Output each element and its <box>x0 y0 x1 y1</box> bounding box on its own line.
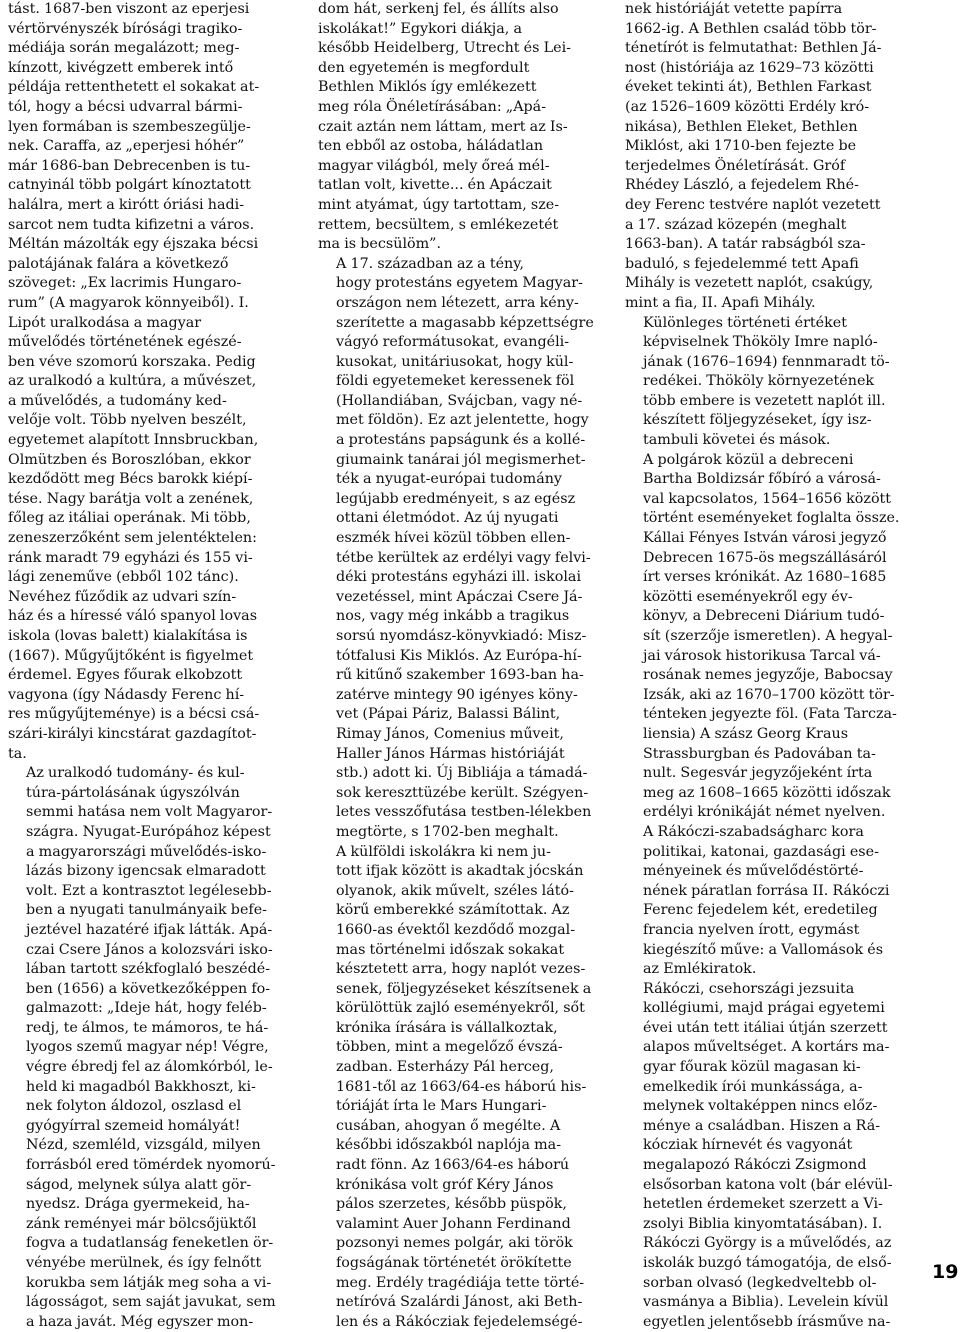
text-line: res műgyűjteménye) is a bécsi csá- <box>8 706 260 723</box>
text-line: zsolyi Biblia kinyomtatásában). I. <box>643 1215 883 1232</box>
text-line: lyen formában is szembeszegülje- <box>8 118 251 135</box>
text-line: megtörte, s 1702-ben meghalt. <box>336 823 559 840</box>
text-line: galmazott: „Ideje hát, hogy feléb- <box>26 1000 267 1017</box>
text-line: a 17. század közepén (meghalt <box>625 216 847 233</box>
text-line: Rhédey László, a fejedelem Rhé- <box>625 177 859 194</box>
text-line: alapos műveltséget. A kortárs ma- <box>643 1039 890 1056</box>
text-line: Az uralkodó tudomány- és kul- <box>26 765 245 782</box>
text-line: lázás bizony igencsak elmaradott <box>26 863 266 880</box>
text-line: rű kitűnő szakember 1693-ban ha- <box>336 667 584 684</box>
text-line: közötti eseményekről egy év- <box>643 588 853 605</box>
text-line: fogva a tudatlanság feneketlen ör- <box>26 1235 274 1252</box>
text-line: tást. 1687-ben viszont az eperjesi <box>8 1 250 17</box>
text-line: az Emlékiratok. <box>643 961 757 978</box>
text-line: lyogos szemű magyar nép! Végre, <box>26 1039 269 1056</box>
text-line: szári-királyi kincstárat gazdagítot- <box>8 725 257 742</box>
text-line: hetetlen érdemeket szerzett a Vi- <box>643 1196 883 1213</box>
text-line: netíróvá Szalárdi Jánost, aki Beth- <box>336 1294 583 1311</box>
text-line: Olmützben és Boroszlóban, ekkor <box>8 451 251 468</box>
text-line: meg róla Önéletírásában: „Apá- <box>318 98 547 115</box>
text-line: szágra. Nyugat-Európához képest <box>26 823 271 840</box>
text-line: zatérve mintegy 90 igényes köny- <box>336 686 578 703</box>
text-line: kócziak hírnevét és vagyonát <box>643 1137 853 1154</box>
text-line: terjedelmes Önéletírását. Gróf <box>625 157 846 174</box>
text-line: jeztével hazatéré ifjak látták. Apá- <box>26 921 273 938</box>
text-line: nének páratlan forrása II. Rákóczi <box>643 882 890 899</box>
text-line: magyar világból, mely őreá mél- <box>318 157 550 174</box>
text-line: melynek voltaképpen nincs előz- <box>643 1098 878 1115</box>
text-line: tóriáját írta le Mars Hungari- <box>336 1098 547 1115</box>
text-line: politikai, katonai, gazdasági ese- <box>643 843 879 860</box>
text-line: sít (szerzője ismeretlen). A hegyal- <box>643 628 893 644</box>
text-line: vasmánya a Biblia). Levelein kívül <box>643 1294 889 1311</box>
text-line: főleg az itáliai operának. Mi több, <box>8 510 251 527</box>
text-line: A 17. században az a tény, <box>336 255 524 272</box>
text-line: Nevéhez fűződik az udvari szín- <box>8 588 237 605</box>
text-line: redékei. Thököly környezetének <box>643 373 875 390</box>
text-line: körülöttük zajló eseményekről, sőt <box>336 1000 585 1017</box>
text-line: Izsák, aki az 1670–1700 között tör- <box>643 686 895 703</box>
text-line: nost (históriája az 1629–73 közötti <box>625 59 874 76</box>
text-line: tétbe kerültek az erdélyi vagy felvi- <box>336 549 591 566</box>
text-line: giumaink tanárai jól megismerhet- <box>336 451 586 468</box>
text-line: médiája során megalázott; meg- <box>8 40 240 57</box>
text-line: tatlan volt, kivette... én Apáczait <box>318 177 552 194</box>
text-line: többen, mint a megelőző évszá- <box>336 1039 563 1056</box>
text-line: Miklóst, aki 1710-ben fejezte be <box>625 138 857 155</box>
text-line: tése. Nagy barátja volt a zenének, <box>8 490 254 507</box>
text-line: Mihály is vezetett naplót, csakúgy, <box>625 275 874 292</box>
text-line: dom hát, serkenj fel, és állíts also <box>318 1 559 17</box>
text-line: valamint Auer Johann Ferdinand <box>336 1215 571 1232</box>
text-line: len és a Rákócziak fejedelemségé- <box>336 1313 583 1330</box>
text-line: Haller János Hármas históriáját <box>336 745 565 762</box>
text-line: ben a nyugati tanulmányaik befe- <box>26 902 267 919</box>
text-line: redj, te álmos, te mámoros, te há- <box>26 1019 269 1036</box>
text-line: baduló, s fejedelemmé tett Apafi <box>625 255 859 272</box>
text-line: a magyarországi művelődés-isko- <box>26 843 267 860</box>
paragraph <box>8 0 313 764</box>
paragraph <box>318 843 621 1332</box>
text-line: dey Ferenc testvére naplót vezetett <box>625 196 881 213</box>
text-line: megalapozó Rákóczi Zsigmond <box>643 1157 867 1174</box>
text-line: mint atyámat, úgy tartottam, sze- <box>318 196 560 213</box>
text-line: sok kereszttüzébe került. Szégyen- <box>336 784 589 801</box>
text-line: (Hollandiában, Svájcban, vagy né- <box>336 392 583 409</box>
text-line: művelődés történetének egészé- <box>8 334 242 351</box>
text-line: halálra, mert a kirótt óriási hadi- <box>8 196 245 213</box>
text-line: már 1686-ban Debrecenben is tu- <box>8 157 251 174</box>
text-line: déki protestáns egyházi ill. iskolai <box>336 569 582 586</box>
text-line: gyógyírral szemeid homályát! <box>26 1117 241 1134</box>
text-line: Rákóczi György is a művelődés, az <box>643 1235 892 1252</box>
paragraph <box>8 764 313 1332</box>
text-line: lában tartott székfoglaló beszédé- <box>26 961 271 978</box>
text-line: Bartha Boldizsár főbíró a városá- <box>643 471 881 488</box>
text-line: Méltán mázolták egy éjszaka bécsi <box>8 236 259 253</box>
text-line: a protestáns papságunk és a kollé- <box>336 432 586 449</box>
text-line: pozsonyi nemes polgár, aki török <box>336 1235 573 1252</box>
text-line: Rákóczi, csehországi jezsuita <box>643 980 855 997</box>
text-line: egyetlen jelentősebb írásműve na- <box>643 1313 891 1330</box>
text-line: liensia) A szász Georg Kraus <box>643 725 849 742</box>
text-line: nikása), Bethlen Eleket, Bethlen <box>625 118 858 135</box>
text-line: nyedsz. Drága gyermekeid, ha- <box>26 1196 250 1213</box>
text-line: szöveget: „Ex lacrimis Hungaro- <box>8 275 242 292</box>
text-line: sorban olvasó (legkedveltebb ol- <box>643 1274 877 1291</box>
text-line: meg. Erdély tragédiája tette törté- <box>336 1274 585 1291</box>
text-line: a művelődés, a tudomány ked- <box>8 392 227 409</box>
text-line: sarcot nem tudta kifizetni a város. <box>8 216 255 233</box>
text-line: vértörvényszék bírósági tragiko- <box>8 20 243 37</box>
text-line: ményeinek és művelődéstörté- <box>643 863 864 880</box>
text-line: kínzott, kivégzett emberek intő <box>8 59 234 76</box>
text-line: A Rákóczi-szabadságharc kora <box>643 823 864 840</box>
text-line: érdemel. Egyes főurak elkobzott <box>8 667 243 684</box>
text-line: meg az 1608–1665 közötti időszak <box>643 784 891 801</box>
text-line: tott ifjak között is akadtak jócskán <box>336 863 584 880</box>
text-line: eszmék hívei közül többen ellen- <box>336 530 571 547</box>
text-line: túra-pártolásának úgyszólván <box>26 784 240 801</box>
paragraph <box>625 451 913 823</box>
text-line: palotájának falára a következő <box>8 255 229 272</box>
text-line: erdélyi krónikáját német nyelven. <box>643 804 886 821</box>
text-line: 1663-ban). A tatár rabságból sza- <box>625 236 866 253</box>
text-line: évei után tett itáliai útján szerzett <box>643 1019 888 1036</box>
text-line: den egyetemén is megfordult <box>318 59 530 76</box>
text-line: legújabb eredményeit, s az egész <box>336 490 576 507</box>
text-line: ténteken jegyezte föl. (Fata Tarcza- <box>643 706 897 723</box>
text-line: később Heidelberg, Utrecht és Lei- <box>318 40 571 57</box>
text-line: sorsú nyomdász-könyvkiadó: Misz- <box>336 628 587 644</box>
text-line: gyar főurak közül magasan ki- <box>643 1059 861 1076</box>
text-line: nek históriáját vetette papírra <box>625 1 843 17</box>
paragraph <box>625 980 913 1332</box>
text-line: 1660-as évektől kezdődő mozgal- <box>336 921 576 938</box>
text-line: ténetírót is felmutathat: Bethlen Já- <box>625 40 882 57</box>
text-line: késztetett arra, hogy naplót vezes- <box>336 961 586 978</box>
text-line: Kállai Fényes István városi jegyző <box>643 530 887 547</box>
text-line: éveket tekinti át), Bethlen Farkast <box>625 79 872 96</box>
text-line: nult. Segesvár jegyzőjeként írta <box>643 765 873 782</box>
text-line: ma is becsülöm”. <box>318 236 442 253</box>
text-line: ben (1656) a következőképpen fo- <box>26 980 271 997</box>
text-line: krónika írására is vállalkoztak, <box>336 1019 558 1036</box>
text-line: catnyinál több polgárt kínoztatott <box>8 177 251 194</box>
text-line: az uralkodó a kultúra, a művészet, <box>8 373 257 390</box>
text-line: czait aztán nem láttam, mert az Is- <box>318 118 568 135</box>
text-line: vágyó reformátusokat, evangéli- <box>336 334 570 351</box>
text-line: czai Csere János a kolozsvári isko- <box>26 941 273 958</box>
text-line: nos, vagy még inkább a tragikus <box>336 608 570 625</box>
text-line: held ki magadból Bakkhoszt, ki- <box>26 1078 256 1095</box>
text-line: végre ébredj fel az álomkórból, le- <box>26 1059 273 1076</box>
text-line: több embere is vezetett naplót ill. <box>643 392 886 409</box>
text-line: ház és a híressé váló spanyol lovas <box>8 608 258 625</box>
text-line: ránk maradt 79 egyházi és 155 vi- <box>8 549 253 566</box>
text-line: országon nem létezett, arra kény- <box>336 294 579 311</box>
text-line: példája rettenthetett el sokakat at- <box>8 79 260 96</box>
text-line: egyetemet alapított Innsbruckban, <box>8 432 259 449</box>
text-line: lágosságot, sem saját javukat, sem <box>26 1294 276 1311</box>
paragraph <box>625 314 913 451</box>
text-line: képviselnek Thököly Imre napló- <box>643 334 878 351</box>
text-line: A külföldi iskolákra ki nem ju- <box>336 843 551 860</box>
text-line: fogságának történetét örökítette <box>336 1255 572 1271</box>
text-line: (1667). Műgyűjtőként is figyelmet <box>8 647 254 664</box>
text-line: 1681-től az 1663/64-es háború his- <box>336 1078 587 1095</box>
text-line: korukba sem látják meg soha a vi- <box>26 1274 272 1291</box>
text-line: kusokat, unitáriusokat, hogy kül- <box>336 353 574 370</box>
text-line: krónikása volt gróf Kéry János <box>336 1176 554 1193</box>
text-line: val kapcsolatos, 1564–1656 között <box>643 490 892 507</box>
text-line: senek, följegyzéseket készítsenek a <box>336 980 592 997</box>
text-line: ték a nyugat-európai tudomány <box>336 471 563 488</box>
text-line: készített följegyzéseket, így isz- <box>643 412 872 429</box>
text-line: Bethlen Miklós így emlékezett <box>318 79 537 96</box>
text-line: ten ebből az ostoba, háládatlan <box>318 138 544 155</box>
text-line: hogy protestáns egyetem Magyar- <box>336 275 583 292</box>
text-line: kezdődött meg Bécs barokk kiépí- <box>8 471 253 488</box>
text-line: jai városok historikusa Tarcal vá- <box>643 647 881 664</box>
text-line: rum” (A magyarok könnyeiből). I. <box>8 294 249 311</box>
text-line: rosának nemes jegyzője, Babocsay <box>643 667 893 684</box>
text-line: Strassburgban és Padovában ta- <box>643 745 876 762</box>
text-line: nek folyton áldozol, oszlasd el <box>26 1098 242 1115</box>
text-line: lági zeneműve (ebből 102 tánc). <box>8 569 239 586</box>
paragraph <box>625 823 913 980</box>
text-line: későbbi időszakból naplója ma- <box>336 1137 562 1154</box>
text-line: vényébe merülnek, és így felnőtt <box>26 1255 262 1271</box>
text-line: ottani életmódot. Az új nyugati <box>336 510 559 527</box>
text-line: velője volt. Több nyelven beszélt, <box>8 412 247 429</box>
text-line: Nézd, szemléld, vizsgáld, milyen <box>26 1137 261 1154</box>
text-line: 1662-ig. A Bethlen család több tör- <box>625 20 877 37</box>
paragraph <box>625 0 913 314</box>
text-line: vagyona (így Nádasdy Ferenc hí- <box>8 686 245 703</box>
text-line: könyv, a Debreceni Diárium tudó- <box>643 608 885 625</box>
text-line: tambuli követei és mások. <box>643 432 831 449</box>
text-line: zeneszerzőként sem jelentéktelen: <box>8 530 257 547</box>
text-line: letes vesszőfutása testben-lélekben <box>336 804 592 821</box>
text-line: iskolákat!” Egykori diákja, a <box>318 20 522 37</box>
text-line: Különleges történeti értéket <box>643 314 847 331</box>
text-line: Rimay János, Comenius műveit, <box>336 725 564 742</box>
text-line: cusában, ahogyan ő megélte. A <box>336 1117 561 1134</box>
text-line: zadban. Esterházy Pál herceg, <box>336 1059 554 1076</box>
text-line: rettem, becsültem, s emlékezetét <box>318 216 559 233</box>
text-line: volt. Ezt a kontrasztot legélesebb- <box>26 882 272 899</box>
text-line: vet (Pápai Páriz, Balassi Bálint, <box>336 706 561 723</box>
paragraph <box>318 0 621 255</box>
paragraph <box>318 255 621 843</box>
text-line: szerítette a magasabb képzettségre <box>336 314 594 331</box>
text-line: A polgárok közül a debreceni <box>643 451 854 468</box>
text-line: mint a fia, II. Apafi Mihály. <box>625 294 816 311</box>
text-line: vezetéssel, mint Apáczai Csere Já- <box>336 588 583 605</box>
text-line: zánk reményei már bölcsőjüktől <box>26 1215 257 1232</box>
text-line: iskolák buzgó támogatója, de első- <box>643 1255 892 1271</box>
text-line: tól, hogy a bécsi udvarral bármi- <box>8 98 243 115</box>
text-line: ságod, melynek súlya alatt gör- <box>26 1176 252 1193</box>
text-line: semmi hatása nem volt Magyaror- <box>26 804 273 821</box>
text-line: Ferenc fejedelem két, eredetileg <box>643 902 878 919</box>
text-line: met földön). Ez azt jelentette, hogy <box>336 412 589 429</box>
text-line: iskola (lovas balett) kialakítása is <box>8 628 248 644</box>
text-column-3 <box>625 0 913 1332</box>
text-line: pálos szerzetes, később püspök, <box>336 1196 567 1213</box>
text-line: ta. <box>8 745 27 762</box>
text-line: kiegészítő műve: a Vallomások és <box>643 941 884 958</box>
text-column-2 <box>318 0 621 1332</box>
text-line: francia nyelven írott, egymást <box>643 921 860 938</box>
text-line: stb.) adott ki. Új Bibliája a támadá- <box>336 765 588 782</box>
text-line: elsősorban katona volt (bár elévül- <box>643 1176 893 1193</box>
text-line: tótfalusi Kis Miklós. Az Európa-hí- <box>336 647 582 664</box>
text-line: írt verses krónikát. Az 1680–1685 <box>643 569 887 586</box>
text-line: forrásból ered tömérdek nyomorú- <box>26 1157 276 1174</box>
text-line: kollégiumi, majd prágai egyetemi <box>643 1000 885 1017</box>
text-line: olyanok, akik művelt, széles látó- <box>336 882 574 899</box>
text-line: ben véve szomorú korszaka. Pedig <box>8 353 256 370</box>
text-line: Debrecen 1675-ös megszállásáról <box>643 549 887 566</box>
text-line: emelkedik írói munkássága, a- <box>643 1078 863 1095</box>
text-line: ménye a családban. Hiszen a Rá- <box>643 1117 881 1134</box>
text-line: mas történelmi időszak sokakat <box>336 941 565 958</box>
text-line: körű emberekké számítottak. Az <box>336 902 570 919</box>
text-line: (az 1526–1609 közötti Erdély kró- <box>625 98 870 115</box>
page-number: 19 <box>932 1261 959 1283</box>
text-line: történt eseményeket foglalta össze. <box>643 510 900 527</box>
text-line: földi egyetemeket keressenek föl <box>336 373 575 390</box>
text-line: nek. Caraffa, az „eperjesi hóhér” <box>8 138 245 155</box>
text-line: jának (1676–1694) fennmaradt tö- <box>643 353 890 370</box>
text-column-1 <box>8 0 313 1332</box>
text-line: Lipót uralkodása a magyar <box>8 314 202 331</box>
text-line: a haza javát. Még egyszer mon- <box>26 1313 254 1330</box>
text-line: radt fönn. Az 1663/64-es háború <box>336 1157 570 1174</box>
